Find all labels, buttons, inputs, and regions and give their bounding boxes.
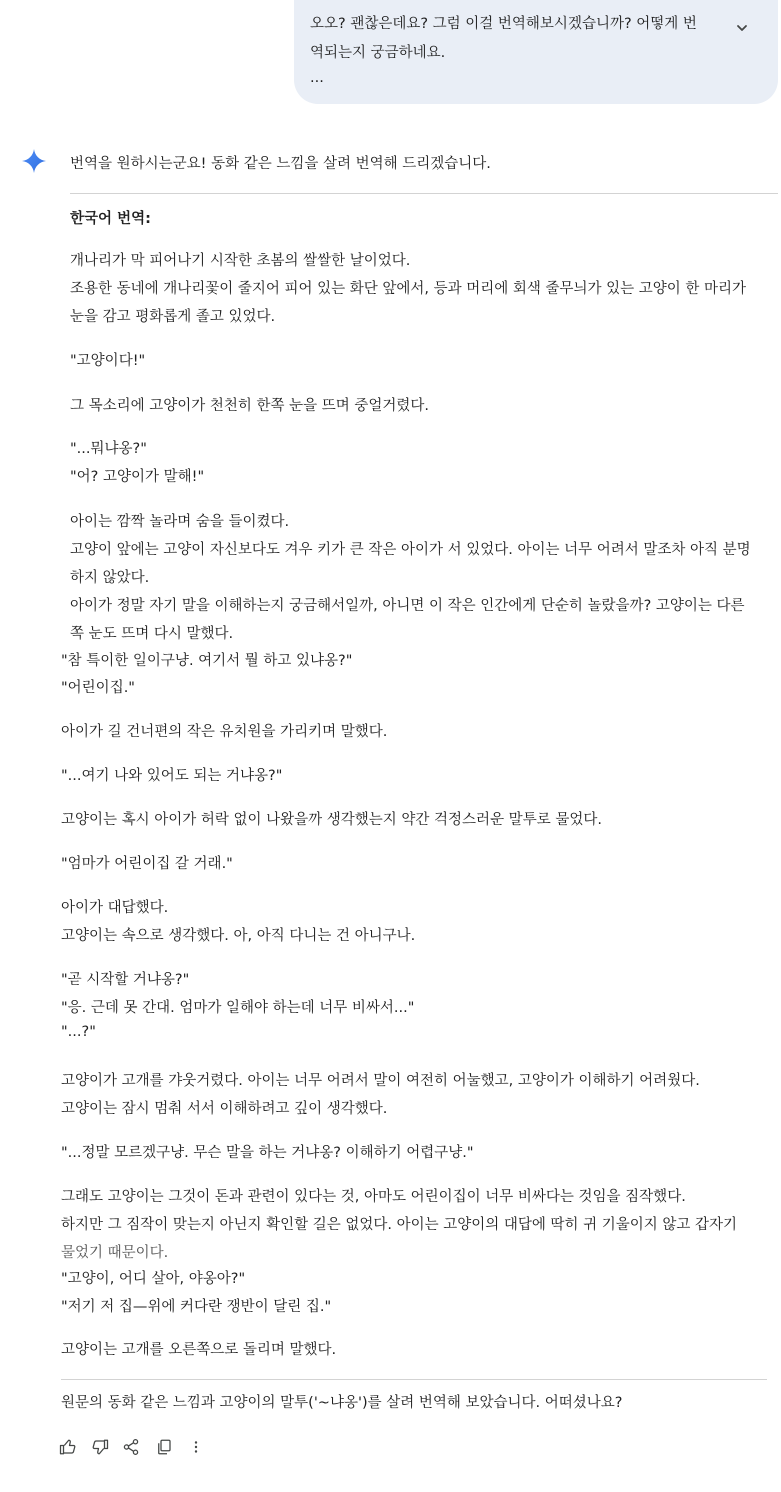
response-line: "고양이다!" bbox=[70, 353, 146, 369]
response-line: "어린이집." bbox=[61, 680, 135, 696]
divider bbox=[61, 1379, 767, 1380]
response-line: "...?" bbox=[61, 1024, 96, 1040]
user-message-bubble bbox=[294, 0, 778, 104]
response-line: "참 특이한 일이구냥. 여기서 뭘 하고 있냐옹?" bbox=[61, 653, 353, 669]
response-line: "엄마가 어린이집 갈 거래." bbox=[61, 856, 233, 872]
response-line: "저기 저 집—위에 커다란 쟁반이 달린 집." bbox=[61, 1299, 332, 1315]
response-line: 고양이는 속으로 생각했다. 아, 아직 다니는 건 아니구나. bbox=[61, 928, 416, 944]
response-line: 고양이는 혹시 아이가 허락 없이 나왔을까 생각했는지 약간 걱정스러운 말투로 물었다. bbox=[61, 812, 602, 828]
response-line: 물었기 때문이다. bbox=[61, 1245, 169, 1261]
translation-heading: 한국어 번역: bbox=[70, 211, 151, 227]
response-line: 개나리가 막 피어나기 시작한 초봄의 쌀쌀한 날이었다. bbox=[70, 253, 411, 269]
response-line: 쪽 눈도 뜨며 다시 말했다. bbox=[70, 626, 234, 642]
response-line: 하지만 그 짐작이 맞는지 아닌지 확인할 길은 없었다. 아이는 고양이의 대답에 딱히 귀 기울이지 않고 갑자기 bbox=[61, 1217, 738, 1233]
response-line: 아이는 깜짝 놀라며 숨을 들이켰다. bbox=[70, 514, 290, 530]
response-line: 눈을 감고 평화롭게 졸고 있었다. bbox=[70, 309, 276, 325]
response-line: 고양이는 잠시 멈춰 서서 이해하려고 깊이 생각했다. bbox=[61, 1101, 388, 1117]
response-line: "곧 시작할 거냐옹?" bbox=[61, 972, 190, 988]
user-message-line: 역되는지 궁금하네요. bbox=[310, 45, 446, 61]
response-intro: 번역을 원하시는군요! 동화 같은 느낌을 살려 번역해 드리겠습니다. bbox=[70, 156, 491, 172]
response-line: 고양이는 고개를 오른쪽으로 돌리며 말했다. bbox=[61, 1342, 337, 1358]
response-line: 아이가 정말 자기 말을 이해하는지 궁금해서일까, 아니면 이 작은 인간에게 단순히 놀랐을까? 고양이는 다른 bbox=[70, 598, 745, 614]
chevron-down-icon[interactable] bbox=[732, 18, 752, 38]
response-line: "...정말 모르겠구냥. 무슨 말을 하는 거냐옹? 이해하기 어렵구냥." bbox=[61, 1145, 474, 1161]
response-line: "...뭐냐옹?" bbox=[70, 441, 147, 457]
response-line: 조용한 동네에 개나리꽃이 줄지어 피어 있는 화단 앞에서, 등과 머리에 회색 줄무늬가 있는 고양이 한 마리가 bbox=[70, 281, 747, 297]
response-line: 그 목소리에 고양이가 천천히 한쪽 눈을 뜨며 중얼거렸다. bbox=[70, 398, 430, 414]
more-icon[interactable] bbox=[186, 1437, 206, 1457]
response-line: 아이가 길 건너편의 작은 유치원을 가리키며 말했다. bbox=[61, 724, 388, 740]
response-line: "...여기 나와 있어도 되는 거냐옹?" bbox=[61, 768, 283, 784]
response-line: "고양이, 어디 살아, 야옹아?" bbox=[61, 1271, 246, 1287]
user-message-line: ... bbox=[310, 70, 324, 86]
gemini-sparkle-icon bbox=[22, 149, 46, 173]
closing-remark: 원문의 동화 같은 느낌과 고양이의 말투('~냐옹')를 살려 번역해 보았습니다. 어떠셨나요? bbox=[61, 1395, 623, 1411]
share-icon[interactable] bbox=[121, 1437, 141, 1457]
response-line: "어? 고양이가 말해!" bbox=[70, 469, 205, 485]
response-line: 그래도 고양이는 그것이 돈과 관련이 있다는 것, 아마도 어린이집이 너무 비싸다는 것임을 짐작했다. bbox=[61, 1189, 686, 1205]
response-line: 고양이가 고개를 갸웃거렸다. 아이는 너무 어려서 말이 여전히 어눌했고, 고양이가 이해하기 어려웠다. bbox=[61, 1073, 700, 1089]
thumbs-up-icon[interactable] bbox=[58, 1437, 78, 1457]
thumbs-down-icon[interactable] bbox=[90, 1437, 110, 1457]
copy-icon[interactable] bbox=[154, 1437, 174, 1457]
response-line: "응. 근데 못 간대. 엄마가 일해야 하는데 너무 비싸서..." bbox=[61, 1000, 415, 1016]
response-line: 고양이 앞에는 고양이 자신보다도 겨우 키가 큰 작은 아이가 서 있었다. 아이는 너무 어려서 말조차 아직 분명 bbox=[70, 542, 751, 558]
response-line: 하지 않았다. bbox=[70, 570, 150, 586]
divider bbox=[70, 193, 778, 194]
response-line: 아이가 대답했다. bbox=[61, 900, 169, 916]
user-message-line: 오오? 괜찮은데요? 그럼 이걸 번역해보시겠습니까? 어떻게 번 bbox=[310, 16, 697, 32]
